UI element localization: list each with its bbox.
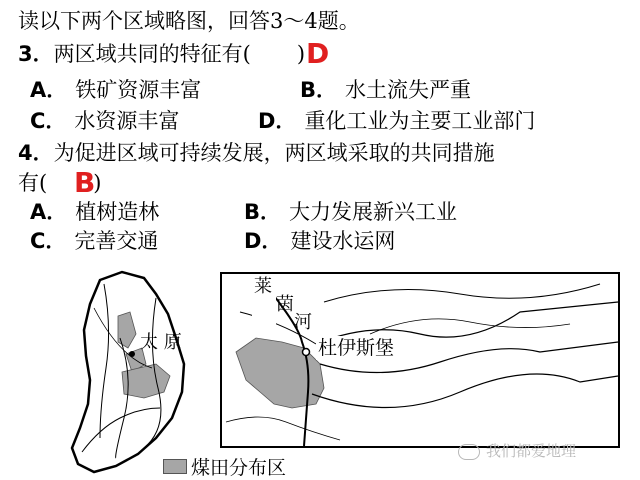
q3-option-b-letter: B． [300, 78, 338, 102]
q4-answer: B [74, 166, 96, 199]
coal-field-ruhr [236, 338, 324, 408]
q4-option-b-letter: B． [244, 200, 282, 224]
rhine-label-char-3: 河 [294, 312, 312, 333]
q3-option-a [30, 77, 201, 103]
coal-field-south [122, 364, 170, 398]
q4-option-c-text: 完善交通 [74, 229, 159, 253]
q4-option-d [244, 228, 395, 254]
q3-option-c-text: 水资源丰富 [74, 109, 180, 133]
q3-option-c [30, 108, 179, 134]
river-4 [324, 284, 600, 302]
rhine-label-char-2: 茵 [276, 294, 294, 315]
q4-stem [18, 140, 495, 166]
q3-option-b-text: 水土流失严重 [345, 78, 472, 102]
taiyuan-label: 太 原 [140, 332, 182, 353]
intro-text: 读以下两个区域略图，回答3～4题。 [18, 9, 360, 33]
q3-option-c-letter: C． [30, 109, 67, 133]
q4-option-a-text: 植树造林 [75, 200, 160, 224]
q3-option-d-letter: D． [258, 109, 297, 133]
q4-option-d-text: 建设水运网 [290, 229, 396, 253]
q3-option-a-text: 铁矿资源丰富 [75, 78, 202, 102]
legend-label: 煤田分布区 [191, 457, 287, 479]
coal-field-north [118, 312, 136, 348]
q4-option-b [244, 199, 457, 225]
q3-option-b [300, 77, 471, 103]
wechat-icon [458, 444, 480, 460]
q4-option-a [30, 199, 159, 225]
q3-close: ) [296, 42, 306, 66]
q3-option-d-text: 重化工业为主要工业部门 [304, 109, 536, 133]
q3-option-a-letter: A． [30, 78, 68, 102]
duisburg-dot [303, 349, 310, 356]
q4-option-d-letter: D． [244, 229, 283, 253]
q4-option-b-text: 大力发展新兴工业 [289, 200, 458, 224]
q3-answer: D [306, 37, 330, 70]
shanxi-map [60, 268, 210, 480]
duisburg-label: 杜伊斯堡 [318, 337, 395, 359]
river-3 [312, 374, 618, 408]
q4-option-c [30, 228, 158, 254]
q4-option-c-letter: C． [30, 229, 67, 253]
river-west [100, 284, 109, 438]
rhine-label-char-1: 莱 [254, 276, 272, 297]
q3-option-d [258, 108, 535, 134]
q4-stem-text2: 有( [18, 171, 48, 195]
q3-stem [18, 41, 305, 67]
watermark-text: 我们都爱地理 [486, 442, 577, 460]
q4-stem-text: 为促进区域可持续发展，两区域采取的共同措施 [53, 141, 495, 165]
river-7 [226, 417, 340, 440]
taiyuan-dot [129, 351, 135, 357]
watermark [458, 440, 576, 461]
ruhr-map [220, 272, 620, 448]
q3-stem-text: 两区域共同的特征有( [53, 42, 251, 66]
q3-number: 3． [18, 42, 54, 66]
q4-close: ) [93, 171, 102, 195]
q4-option-a-letter: A． [30, 200, 68, 224]
q4-number: 4． [18, 141, 54, 165]
legend-swatch [163, 459, 187, 474]
river-5 [370, 319, 570, 334]
